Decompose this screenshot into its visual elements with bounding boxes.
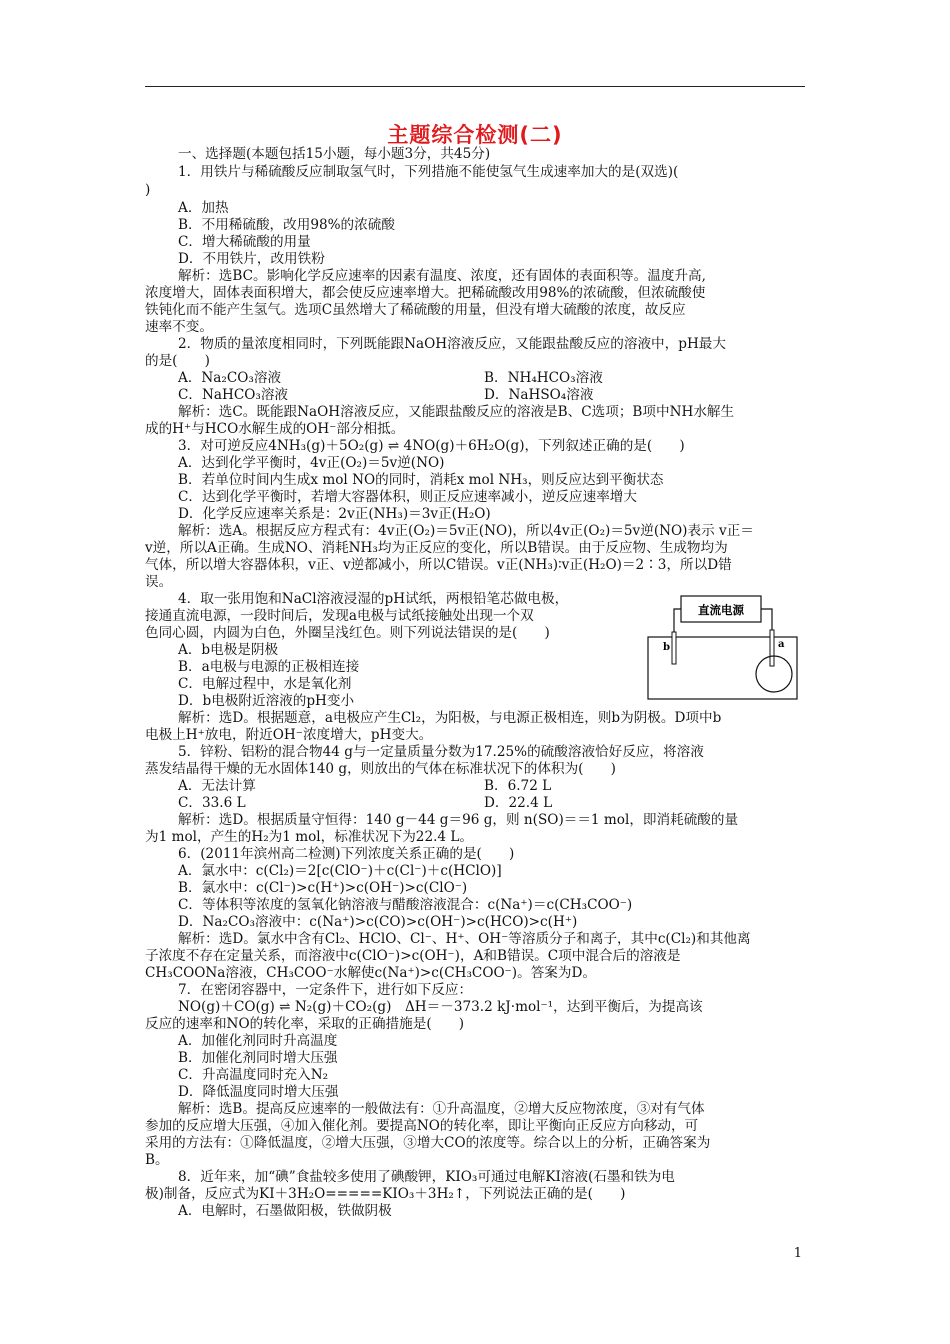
option-line: A．加催化剂同时升高温度 (178, 1033, 338, 1049)
electrode-a (770, 630, 774, 666)
text-line: CH₃COONa溶液，CH₃COO⁻水解使c(Na⁺)>c(CH₃COO⁻)。答案为D。 (145, 965, 596, 981)
option-line: A．加热 (178, 200, 229, 216)
option-line: C．电解过程中，水是氧化剂 (178, 676, 352, 692)
option-line: C．达到化学平衡时，若增大容器体积，则正反应速率减小，逆反应速率增大 (178, 489, 637, 505)
option-line: A．无法计算 (178, 778, 256, 794)
page-number: 1 (793, 1246, 802, 1261)
option-line: A．Na₂CO₃溶液 (178, 370, 282, 386)
text-line: 为1 mol，产生的H₂为1 mol，标准状况下为22.4 L。 (145, 829, 474, 845)
text-line: ) (145, 182, 151, 198)
label-b: b (663, 642, 670, 653)
question-3: 3．对可逆反应4NH₃(g)＋5O₂(g) ⇌ 4NO(g)＋6H₂O(g)，下列叙述正确的是( ) (178, 438, 685, 454)
option-line: C．33.6 L (178, 795, 246, 811)
question-2: 2．物质的量浓度相同时，下列既能跟NaOH溶液反应，又能跟盐酸反应的溶液中，pH最大 (178, 336, 726, 352)
text-line: 误。 (145, 574, 173, 590)
question-5: 5．锌粉、铝粉的混合物44 g与一定量质量分数为17.25%的硫酸溶液恰好反应，将溶液 (178, 744, 704, 760)
option-line: B．加催化剂同时增大压强 (178, 1050, 338, 1066)
text-line: 子浓度不存在定量关系，而溶液中c(ClO⁻)>c(OH⁻)，A和B错误。C项中混合后的溶液是 (145, 948, 681, 964)
text-line: 参加的反应增大压强，④加入催化剂。要提高NO的转化率，即让平衡向正反应方向移动，可 (145, 1118, 699, 1134)
option-line: B．若单位时间内生成x mol NO的同时，消耗x mol NH₃，则反应达到平衡状态 (178, 472, 664, 488)
text-line: 电极上H⁺放电，附近OH⁻浓度增大，pH变大。 (145, 727, 433, 743)
wire-b (674, 609, 681, 634)
option-line: C．NaHCO₃溶液 (178, 387, 289, 403)
option-line: A．电解时，石墨做阳极，铁做阴极 (178, 1203, 392, 1219)
text-line: 成的H⁺与HCO水解生成的OH⁻部分相抵。 (145, 421, 405, 437)
analysis-line: 解析：选D。根据题意，a电极应产生Cl₂，为阳极，与电源正极相连，则b为阴极。D项中b (178, 710, 722, 726)
electrode-b (672, 632, 676, 664)
text-line: 接通直流电源，一段时间后，发现a电极与试纸接触处出现一个双 (145, 608, 534, 624)
option-line: D．化学反应速率关系是：2v正(NH₃)＝3v正(H₂O) (178, 506, 491, 522)
option-line: B．6.72 L (484, 778, 552, 794)
wire-a (761, 609, 772, 632)
electrolysis-circuit-diagram (645, 592, 800, 702)
option-line: C．等体积等浓度的氢氧化钠溶液与醋酸溶液混合：c(Na⁺)＝c(CH₃COO⁻) (178, 897, 633, 913)
analysis-line: 解析：选B。提高反应速率的一般做法有：①升高温度，②增大反应物浓度，③对有气体 (178, 1101, 705, 1117)
header-rule (145, 86, 805, 87)
option-line: D．降低温度同时增大压强 (178, 1084, 339, 1100)
option-line: A．b电极是阴极 (178, 642, 279, 658)
analysis-line: 解析：选D。根据质量守恒得：140 g－44 g＝96 g，则 n(SO)＝＝1 mol，即消耗硫酸的量 (178, 812, 739, 828)
option-line: D．不用铁片，改用铁粉 (178, 251, 325, 267)
question-8: 8．近年来，加“碘”食盐较多使用了碘酸钾，KIO₃可通过电解KI溶液(石墨和铁为电 (178, 1169, 675, 1185)
text-line: 速率不变。 (145, 319, 213, 335)
option-line: D．Na₂CO₃溶液中：c(Na⁺)>c(CO)>c(OH⁻)>c(HCO)>c(H⁺) (178, 914, 578, 930)
option-line: D．22.4 L (484, 795, 553, 811)
text-line: 色同心圆，内圆为白色，外圈呈浅红色。则下列说法错误的是( ) (145, 625, 550, 641)
analysis-line: 解析：选C。既能跟NaOH溶液反应，又能跟盐酸反应的溶液是B、C选项；B项中NH水解生 (178, 404, 735, 420)
text-line: 的是( ) (145, 353, 210, 369)
question-7: 7．在密闭容器中，一定条件下，进行如下反应： (178, 982, 473, 998)
text-line: 蒸发结晶得干燥的无水固体140 g，则放出的气体在标准状况下的体积为( ) (145, 761, 616, 777)
option-line: A．氯水中：c(Cl₂)＝2[c(ClO⁻)＋c(Cl⁻)＋c(HClO)] (178, 863, 502, 879)
text-line: 浓度增大，固体表面积增大，都会使反应速率增大。把稀硫酸改用98%的浓硫酸，但浓硫酸使 (145, 285, 706, 301)
text-line: 反应的速率和NO的转化率，采取的正确措施是( ) (145, 1016, 465, 1032)
analysis-line: 解析：选D。氯水中含有Cl₂、HClO、Cl⁻、H⁺、OH⁻等溶质分子和离子，其中c(Cl₂)和其他离 (178, 931, 751, 947)
option-line: D．b电极附近溶液的pH变小 (178, 693, 355, 709)
question-4: 4．取一张用饱和NaCl溶液浸湿的pH试纸，两根铅笔芯做电极， (178, 591, 569, 607)
text-line: 气体，所以增大容器体积，v正、v逆都减小，所以C错误。v正(NH₃)∶v正(H₂O)＝2∶3，所以D错 (145, 557, 732, 573)
option-line: C．增大稀硫酸的用量 (178, 234, 311, 250)
analysis-line: 解析：选BC。影响化学反应速率的因素有温度、浓度，还有固体的表面积等。温度升高, (178, 268, 706, 284)
power-supply-label: 直流电源 (698, 603, 744, 617)
option-line: C．升高温度同时充入N₂ (178, 1067, 329, 1083)
section-heading: 一、选择题(本题包括15小题，每小题3分，共45分) (178, 146, 491, 162)
text-line: B。 (145, 1152, 169, 1168)
text-line: 铁钝化而不能产生氢气。选项C虽然增大了稀硫酸的用量，但没有增大硫酸的浓度，故反应 (145, 302, 686, 318)
text-line: v逆，所以A正确。生成NO、消耗NH₃均为正反应的变化，所以B错误。由于反应物、生成物均为 (145, 540, 728, 556)
option-line: B．氯水中：c(Cl⁻)>c(H⁺)>c(OH⁻)>c(ClO⁻) (178, 880, 468, 896)
text-line: NO(g)＋CO(g) ⇌ N₂(g)＋CO₂(g) ΔH＝－373.2 kJ·mol⁻¹，达到平衡后，为提高该 (178, 999, 703, 1015)
analysis-line: 解析：选A。根据反应方程式有：4v正(O₂)＝5v正(NO)，所以4v正(O₂)＝5v逆(NO)表示 v正＝ (178, 523, 754, 539)
text-line: 采用的方法有：①降低温度，②增大压强，③增大CO的浓度等。综合以上的分析，正确答案为 (145, 1135, 711, 1151)
option-line: B．NH₄HCO₃溶液 (484, 370, 603, 386)
ph-paper-outline (648, 637, 797, 699)
question-6: 6．(2011年滨州高二检测)下列浓度关系正确的是( ) (178, 846, 515, 862)
option-line: D．NaHSO₄溶液 (484, 387, 594, 403)
option-line: B．不用稀硫酸，改用98%的浓硫酸 (178, 217, 395, 233)
label-a: a (778, 639, 785, 650)
question-1: 1．用铁片与稀硫酸反应制取氢气时，下列措施不能使氢气生成速率加大的是(双选)( (178, 164, 679, 180)
page-title: 主题综合检测(二) (387, 123, 563, 147)
text-line: 极)制备，反应式为KI＋3H₂O=====KIO₃＋3H₂↑，下列说法正确的是( ) (145, 1186, 626, 1202)
option-line: A．达到化学平衡时，4v正(O₂)＝5v逆(NO) (178, 455, 445, 471)
option-line: B．a电极与电源的正极相连接 (178, 659, 360, 675)
